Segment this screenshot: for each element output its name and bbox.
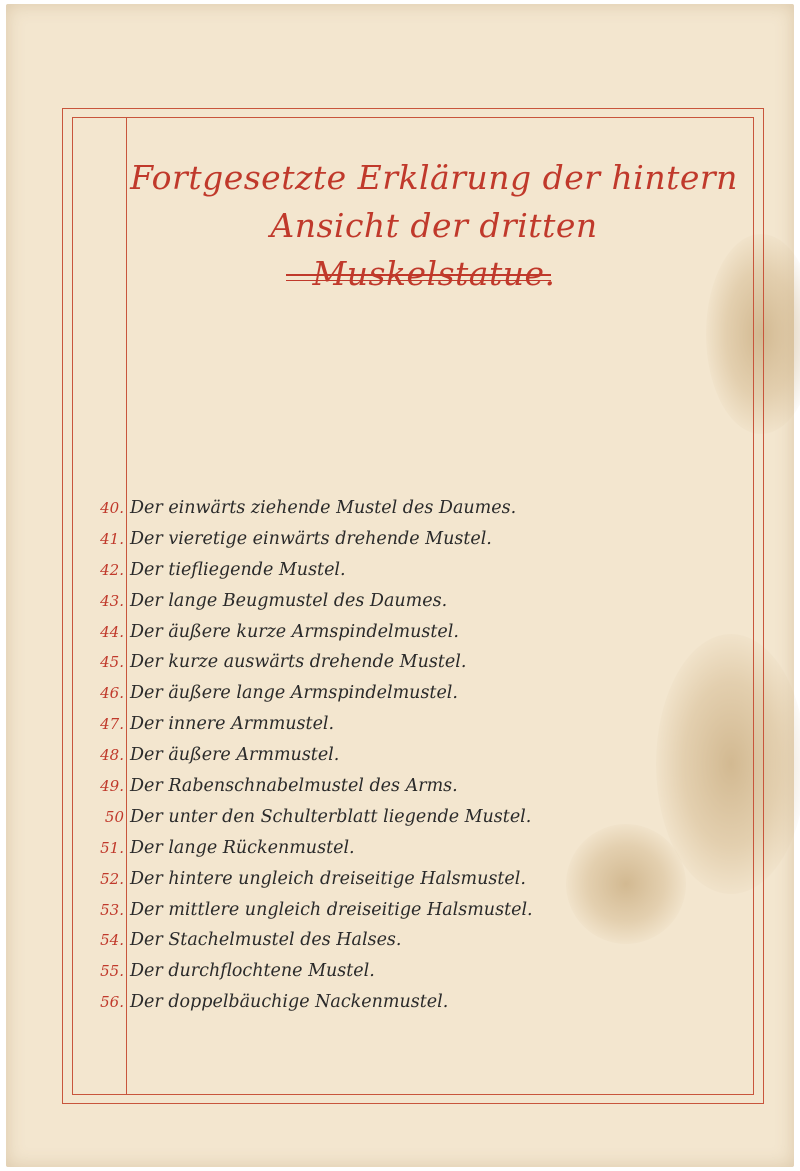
list-item bbox=[82, 900, 742, 931]
list-item bbox=[82, 591, 742, 622]
list-item bbox=[82, 652, 742, 683]
entry-text: Der vieretige einwärts drehende Mustel. bbox=[130, 528, 492, 549]
list-item bbox=[82, 869, 742, 900]
entry-number: 52. bbox=[100, 869, 124, 888]
list-item bbox=[82, 622, 742, 653]
list-item bbox=[82, 529, 742, 560]
list-item bbox=[82, 992, 742, 1023]
entry-number: 55. bbox=[100, 962, 124, 981]
entry-text: Der lange Beugmustel des Daumes. bbox=[130, 590, 448, 611]
entry-number: 43. bbox=[100, 591, 124, 610]
entry-number: 44. bbox=[100, 622, 124, 641]
entry-text: Der innere Armmustel. bbox=[130, 714, 335, 735]
entry-text: Der Rabenschnabelmustel des Arms. bbox=[130, 776, 458, 797]
entry-number: 50 bbox=[104, 807, 124, 826]
entry-text: Der Stachelmustel des Halses. bbox=[130, 930, 402, 951]
entry-number: 40. bbox=[100, 499, 124, 517]
title-underline bbox=[286, 280, 551, 281]
list-item bbox=[82, 714, 742, 745]
manuscript-page bbox=[6, 4, 794, 1167]
entry-number: 41. bbox=[100, 529, 124, 548]
entry-text: Der unter den Schulterblatt liegende Mustel. bbox=[130, 806, 532, 827]
entry-text: Der lange Rückenmustel. bbox=[130, 837, 355, 858]
page-title bbox=[114, 154, 754, 298]
entry-number: 54. bbox=[100, 931, 124, 950]
entry-text: Der einwärts ziehende Mustel des Daumes. bbox=[130, 498, 517, 518]
list-item bbox=[82, 838, 742, 869]
entry-number: 49. bbox=[100, 777, 124, 796]
entry-text: Der tiefliegende Mustel. bbox=[130, 559, 346, 580]
entry-number: 53. bbox=[100, 900, 124, 919]
entry-number: 48. bbox=[100, 746, 124, 765]
entry-text: Der mittlere ungleich dreiseitige Halsmustel. bbox=[130, 899, 533, 920]
list-item bbox=[82, 930, 742, 961]
entry-number: 46. bbox=[100, 684, 124, 703]
list-item bbox=[82, 560, 742, 591]
entry-text: Der hintere ungleich dreiseitige Halsmustel. bbox=[130, 868, 526, 889]
entry-number: 42. bbox=[100, 560, 124, 579]
list-item bbox=[82, 776, 742, 807]
title-line-1: Fortgesetzte Erklärung der hintern Ansicht der dritten bbox=[130, 158, 738, 245]
entry-text: Der äußere Armmustel. bbox=[130, 745, 340, 766]
entry-number: 56. bbox=[100, 993, 124, 1012]
list-item bbox=[82, 961, 742, 992]
entry-number: 45. bbox=[100, 653, 124, 672]
entry-text: Der kurze auswärts drehende Mustel. bbox=[130, 652, 467, 673]
entry-text: Der doppelbäuchige Nackenmustel. bbox=[130, 992, 449, 1013]
list-item bbox=[82, 498, 742, 529]
entry-text: Der äußere lange Armspindelmustel. bbox=[130, 683, 458, 704]
list-item bbox=[82, 683, 742, 714]
list-item bbox=[82, 807, 742, 838]
list-item bbox=[82, 745, 742, 776]
title-line-2: Muskelstatue. bbox=[312, 254, 556, 293]
title-underline bbox=[286, 274, 551, 276]
entry-list bbox=[82, 498, 742, 1023]
entry-number: 47. bbox=[100, 715, 124, 734]
entry-text: Der durchflochtene Mustel. bbox=[130, 961, 375, 982]
entry-text: Der äußere kurze Armspindelmustel. bbox=[130, 621, 459, 642]
entry-number: 51. bbox=[100, 838, 124, 857]
